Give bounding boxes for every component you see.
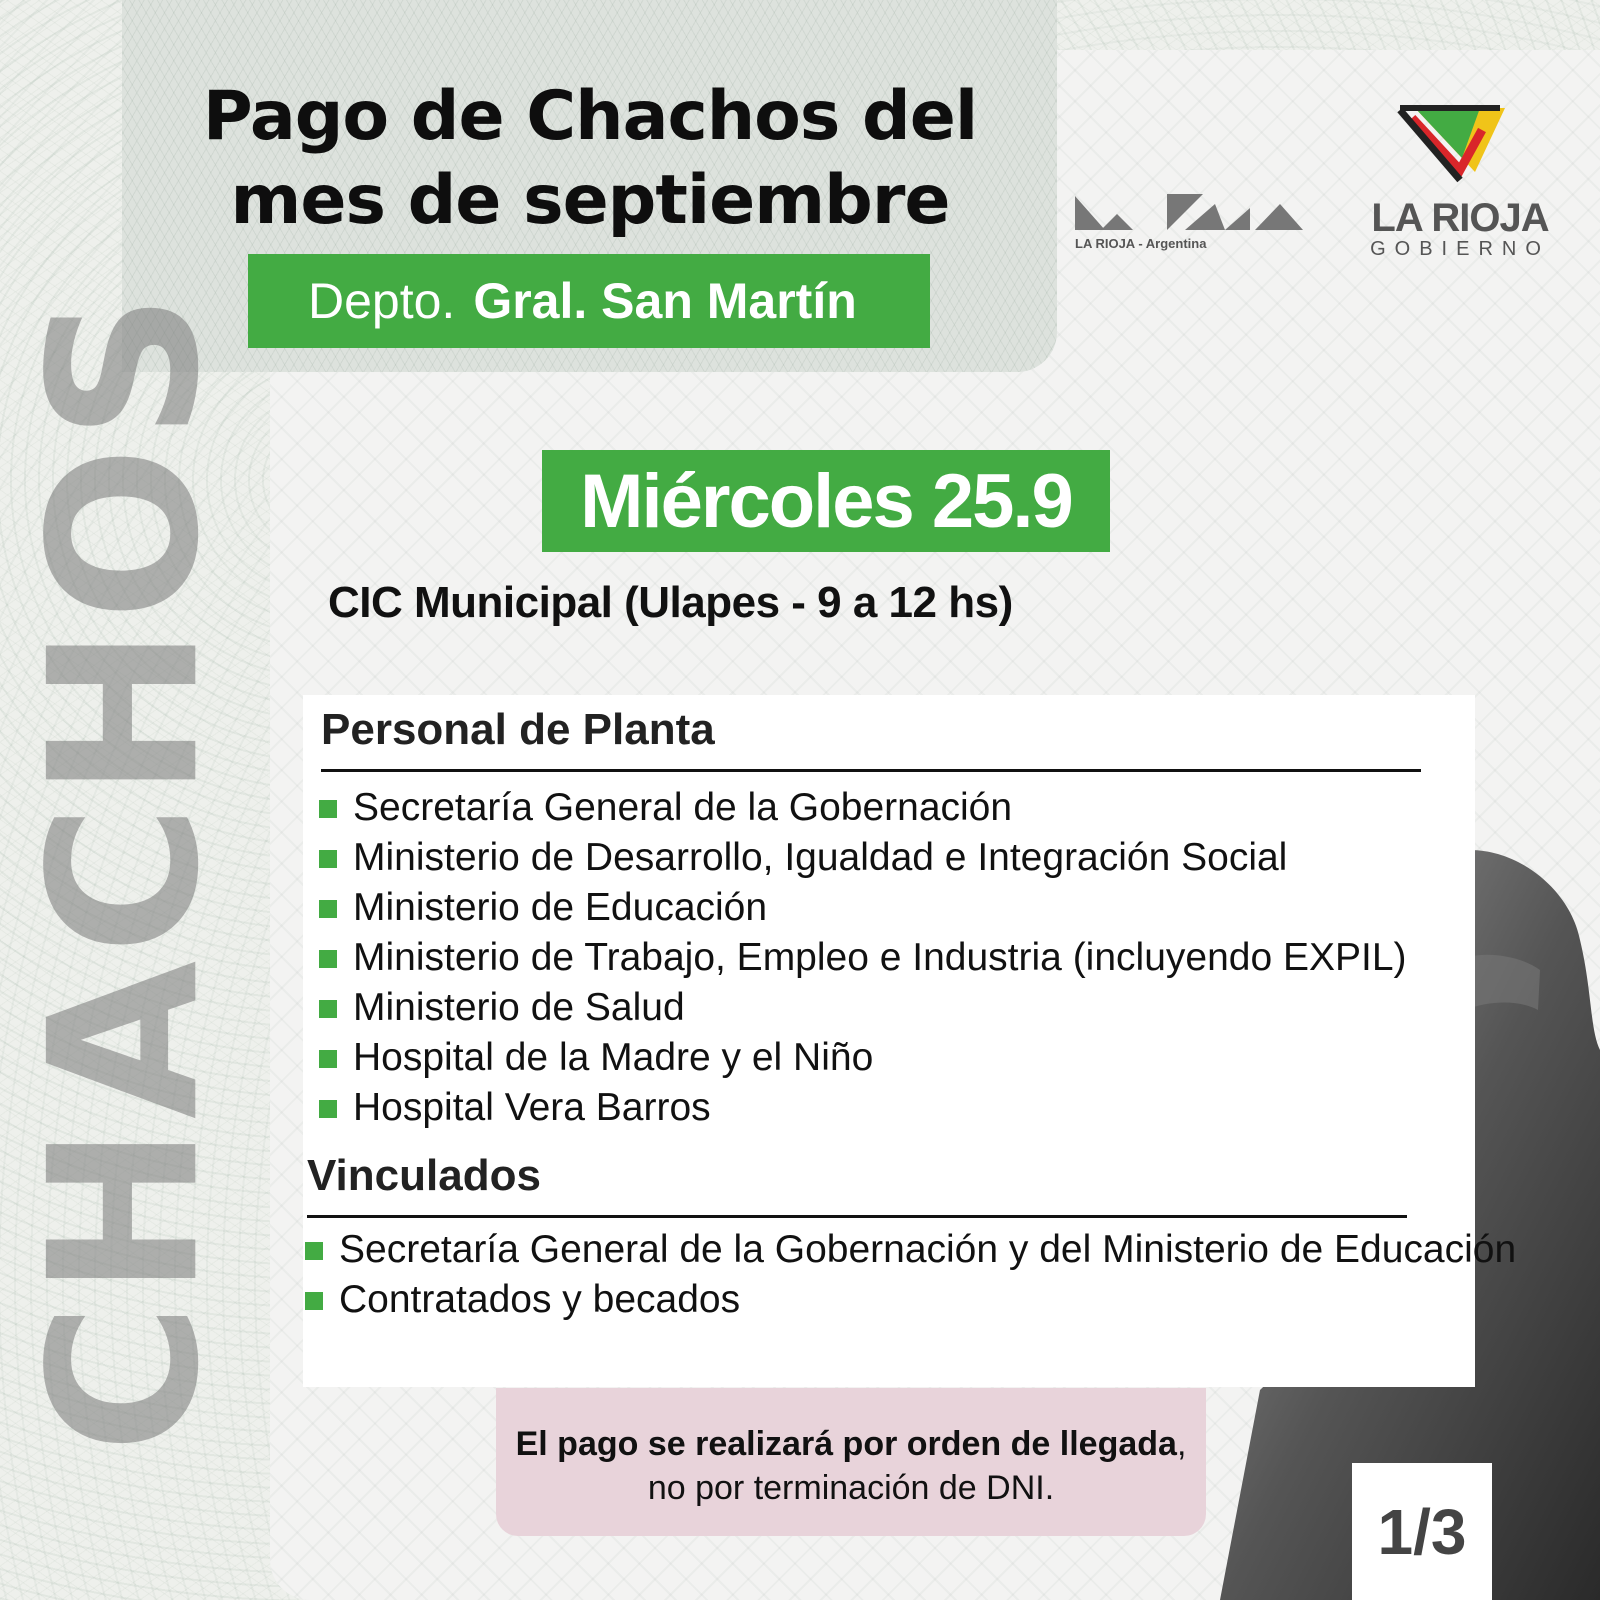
gov-logo-line-1: LA RIOJA: [1371, 196, 1549, 240]
bullet-square-icon: [319, 1100, 337, 1118]
section-divider: [321, 769, 1421, 772]
list-item: Hospital Vera Barros: [319, 1083, 1407, 1133]
section-title-vinculados: Vinculados: [307, 1151, 541, 1200]
bullet-square-icon: [319, 800, 337, 818]
bullet-square-icon: [319, 950, 337, 968]
page-title: [160, 75, 1020, 243]
department-name: Gral. San Martín: [473, 273, 857, 329]
list-item: Hospital de la Madre y el Niño: [319, 1033, 1407, 1083]
department-banner: [248, 254, 930, 348]
staff-list-card: [303, 695, 1517, 1387]
brand-mark-subtitle: LA RIOJA - Argentina: [1075, 236, 1207, 251]
list-item: Ministerio de Salud: [319, 983, 1407, 1033]
payment-order-note: [496, 1388, 1206, 1536]
list-item: Contratados y becados: [305, 1275, 1516, 1325]
title-line-1: Pago de Chachos del: [202, 77, 978, 156]
list-item: Ministerio de Desarrollo, Igualdad e Integración Social: [319, 833, 1407, 883]
bullet-square-icon: [319, 850, 337, 868]
bullet-square-icon: [305, 1242, 323, 1260]
la-rioja-brand-logo: [1075, 190, 1305, 260]
payment-location: CIC Municipal (Ulapes - 9 a 12 hs): [328, 578, 1013, 627]
bullet-square-icon: [319, 900, 337, 918]
gov-logo-line-2: GOBIERNO: [1370, 238, 1550, 260]
vinculados-list: [305, 1225, 1516, 1325]
list-item: Secretaría General de la Gobernación: [319, 783, 1407, 833]
gov-emblem-icon: [1360, 100, 1560, 190]
bullet-square-icon: [319, 1050, 337, 1068]
department-prefix: Depto.: [308, 273, 456, 329]
title-line-2: mes de septiembre: [230, 161, 950, 240]
bullet-square-icon: [305, 1292, 323, 1310]
note-second-line: no por terminación de DNI.: [647, 1469, 1055, 1507]
note-comma: ,: [1176, 1425, 1187, 1463]
page-counter: 1/3: [1352, 1463, 1492, 1600]
note-bold-text: El pago se realizará por orden de llegada: [515, 1425, 1177, 1463]
bullet-square-icon: [319, 1000, 337, 1018]
side-watermark-word: CHACHOS: [6, 286, 245, 1454]
brand-mark-icon: [1075, 190, 1305, 240]
payment-date-banner: Miércoles 25.9: [542, 450, 1110, 552]
list-item: Secretaría General de la Gobernación y del Ministerio de Educación: [305, 1225, 1516, 1275]
section-title-personal-planta: Personal de Planta: [321, 705, 715, 754]
list-item: Ministerio de Educación: [319, 883, 1407, 933]
gobierno-la-rioja-logo: [1360, 100, 1560, 260]
list-item: Ministerio de Trabajo, Empleo e Industria (incluyendo EXPIL): [319, 933, 1407, 983]
personal-planta-list: [319, 783, 1407, 1133]
section-divider: [307, 1215, 1407, 1218]
